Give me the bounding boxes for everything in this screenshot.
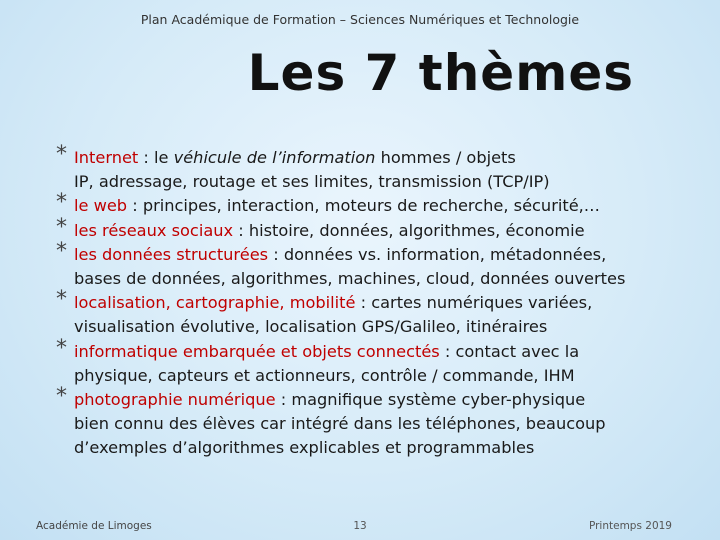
theme-text: hommes / objets bbox=[375, 148, 516, 167]
asterisk-bullet-icon: * bbox=[56, 335, 67, 361]
list-item bbox=[56, 238, 696, 291]
slide-title: Les 7 thèmes bbox=[247, 44, 634, 102]
theme-text: : histoire, données, algorithmes, économie bbox=[233, 220, 585, 240]
theme-continuation: d’exemples d’algorithmes explicables et programmables bbox=[74, 438, 535, 458]
theme-separator: : le bbox=[138, 148, 174, 167]
theme-continuation: bien connu des élèves car intégré dans les téléphones, beaucoup bbox=[74, 414, 606, 434]
theme-continuation: IP, adressage, routage et ses limites, transmission (TCP/IP) bbox=[74, 172, 550, 192]
theme-continuation: visualisation évolutive, localisation GPS/Galileo, itinéraires bbox=[74, 317, 548, 337]
asterisk-bullet-icon: * bbox=[56, 190, 67, 216]
list-item bbox=[56, 214, 696, 243]
theme-text: : cartes numériques variées, bbox=[355, 293, 593, 313]
theme-term: informatique embarquée et objets connectés bbox=[74, 341, 440, 361]
list-item bbox=[56, 142, 696, 194]
theme-text: : magnifique système cyber-physique bbox=[275, 390, 586, 410]
list-item bbox=[56, 287, 696, 339]
list-item bbox=[56, 384, 696, 461]
theme-term: les données structurées bbox=[74, 244, 269, 264]
theme-list bbox=[56, 142, 696, 461]
asterisk-bullet-icon: * bbox=[56, 287, 67, 313]
theme-italic: véhicule de l’information bbox=[173, 148, 376, 167]
footer-academy: Académie de Limoges bbox=[36, 520, 152, 532]
theme-term: photographie numérique bbox=[74, 390, 276, 410]
theme-text: : principes, interaction, moteurs de recherche, sécurité,… bbox=[127, 196, 600, 216]
theme-term: le web bbox=[74, 196, 128, 216]
theme-term: les réseaux sociaux bbox=[74, 220, 234, 240]
theme-text: : contact avec la bbox=[439, 341, 580, 361]
footer-date: Printemps 2019 bbox=[588, 520, 672, 532]
theme-continuation: physique, capteurs et actionneurs, contrôle / commande, IHM bbox=[74, 365, 575, 385]
list-item bbox=[56, 335, 696, 388]
theme-term: localisation, cartographie, mobilité bbox=[74, 293, 356, 313]
asterisk-bullet-icon: * bbox=[56, 142, 67, 167]
theme-continuation: bases de données, algorithmes, machines, cloud, données ouvertes bbox=[74, 269, 626, 289]
asterisk-bullet-icon: * bbox=[56, 238, 67, 264]
slide-header: Plan Académique de Formation – Sciences Numériques et Technologie bbox=[140, 12, 580, 27]
theme-term: Internet bbox=[74, 148, 139, 167]
list-item bbox=[56, 190, 696, 218]
asterisk-bullet-icon: * bbox=[56, 384, 67, 410]
footer-page-number: 13 bbox=[353, 520, 367, 532]
asterisk-bullet-icon: * bbox=[56, 214, 67, 240]
theme-text: : données vs. information, métadonnées, bbox=[268, 244, 607, 264]
